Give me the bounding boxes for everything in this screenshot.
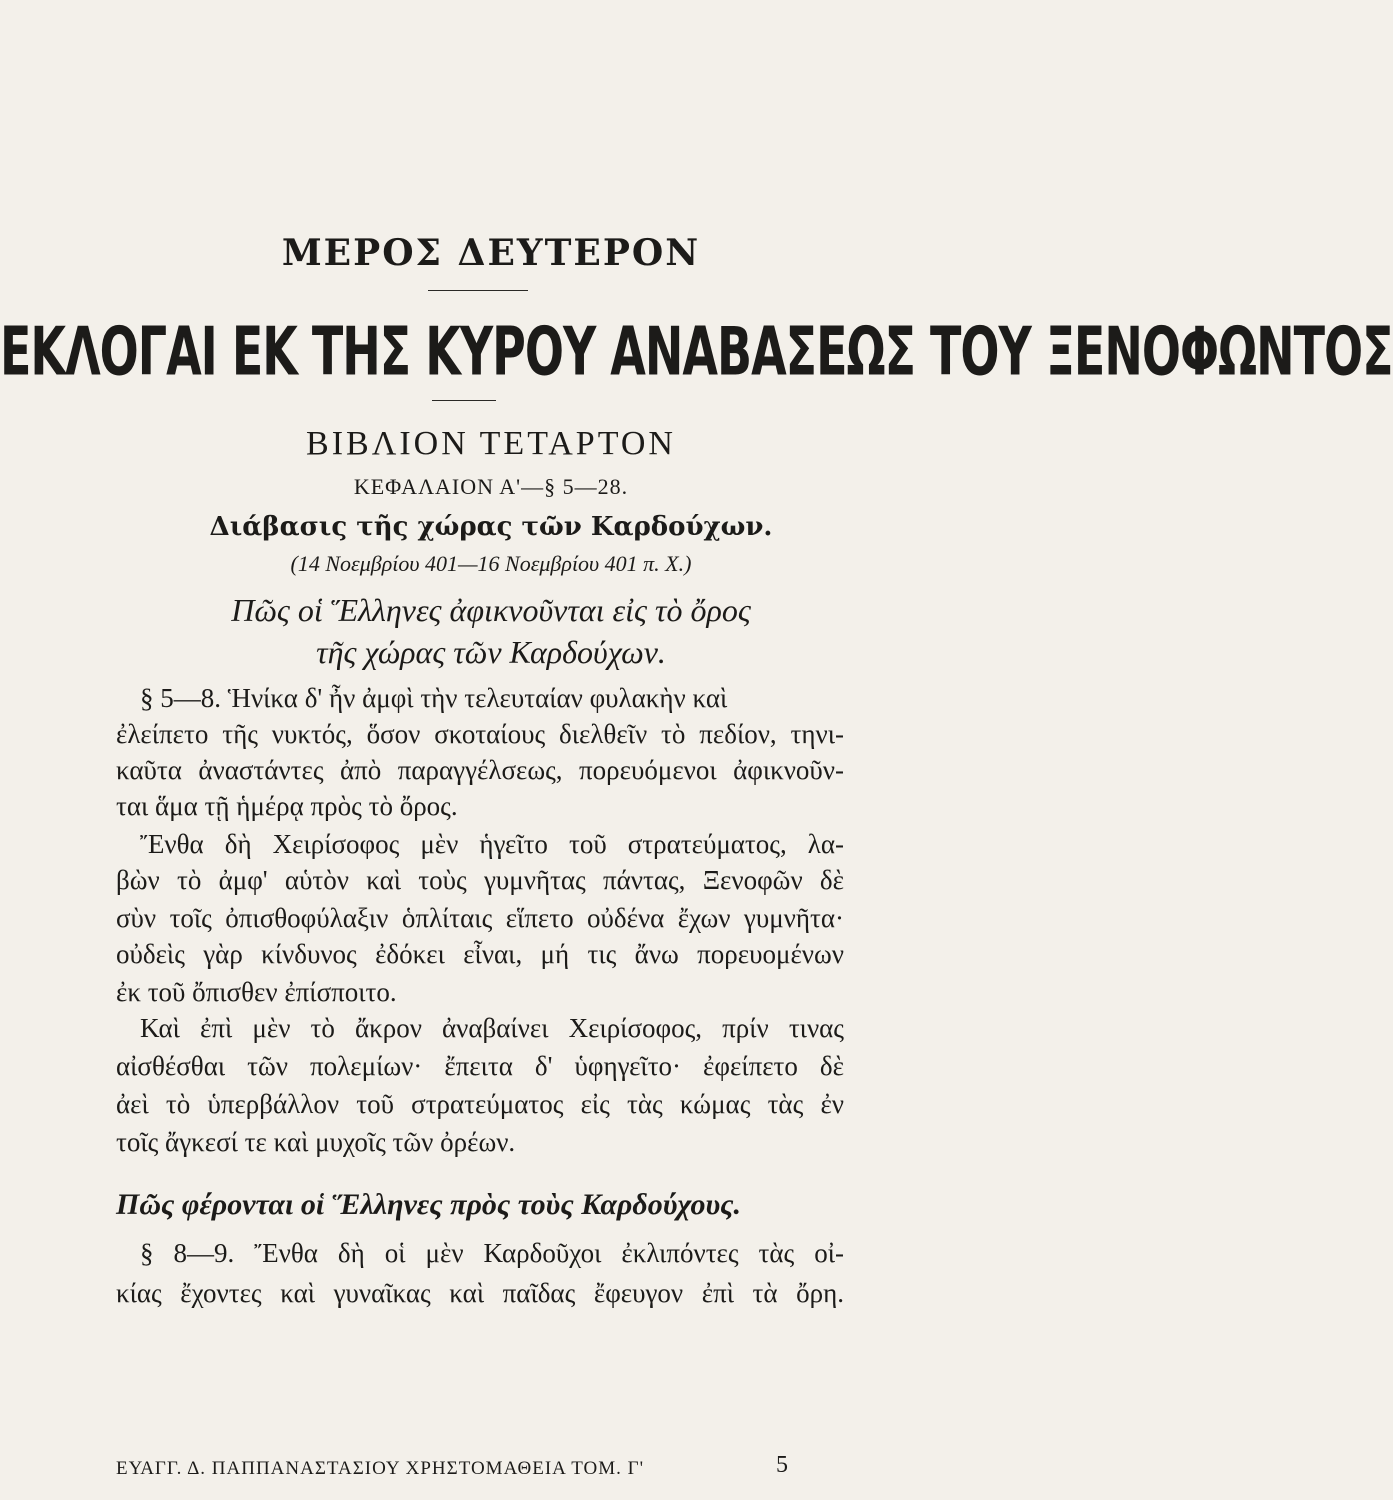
section-heading-line: τῆς χώρας τῶν Καρδούχων. xyxy=(316,634,666,670)
text-line: Καὶ ἐπὶ μὲν τὸ ἄκρον ἀναβαίνει Χειρίσοφος, πρίν τινας xyxy=(140,1013,844,1043)
text-line: βὼν τὸ ἀμφ' αὑτὸν καὶ τοὺς γυμνῆτας πάντας, Ξενοφῶν δὲ xyxy=(116,865,844,895)
part-title: ΜΕΡΟΣ ΔΕΥΤΕΡΟΝ xyxy=(281,232,701,274)
section-heading: Πῶς φέρονται οἱ Ἕλληνες πρὸς τοὺς Καρδούχους. xyxy=(116,1188,742,1221)
text-line: Ἔνθα δὴ Χειρίσοφος μὲν ἡγεῖτο τοῦ στρατεύματος, λα- xyxy=(140,829,844,859)
chapter-reference: ΚΕΦΑΛΑΙΟΝ Α'—§ 5—28. xyxy=(353,474,629,499)
section-heading-line: Πῶς οἱ Ἕλληνες ἀφικνοῦνται εἰς τὸ ὄρος xyxy=(231,592,751,628)
text-line: τοῖς ἄγκεσί τε καὶ μυχοῖς τῶν ὀρέων. xyxy=(116,1127,516,1157)
chapter-subtitle: Διάβασις τῆς χώρας τῶν Καρδούχων. xyxy=(209,512,773,542)
text-line: σὺν τοῖς ὀπισθοφύλαξιν ὁπλίταις εἵπετο οὐδένα ἔχων γυμνῆτα· xyxy=(116,903,844,933)
text-line: οὐδεὶς γὰρ κίνδυνος ἐδόκει εἶναι, μή τις ἄνω πορευομένων xyxy=(116,939,844,969)
text-line: § 8—9. Ἔνθα δὴ οἱ μὲν Καρδοῦχοι ἐκλιπόντες τὰς οἰ- xyxy=(140,1238,844,1268)
text-line: αἰσθέσθαι τῶν πολεμίων· ἔπειτα δ' ὑφηγεῖτο· ἐφείπετο δὲ xyxy=(116,1051,844,1081)
date-range: (14 Νοεμβρίου 401—16 Νοεμβρίου 401 π. Χ.) xyxy=(290,551,692,576)
footer-signature: ΕΥΑΓΓ. Δ. ΠΑΠΠΑΝΑΣΤΑΣΙΟΥ ΧΡΗΣΤΟΜΑΘΕΙΑ ΤΟΜ. Γ' xyxy=(116,1458,645,1479)
divider-rule xyxy=(428,290,528,291)
divider-rule xyxy=(432,400,496,401)
book-title: ΒΙΒΛΙΟΝ ΤΕΤΑΡΤΟΝ xyxy=(306,425,676,462)
text-line: ἐλείπετο τῆς νυκτός, ὅσον σκοταίους διελθεῖν τὸ πεδίον, τηνι- xyxy=(116,719,844,749)
text-line: § 5—8. Ἡνίκα δ' ἦν ἀμφὶ τὴν τελευταίαν φυλακὴν καὶ xyxy=(140,683,728,713)
page-number: 5 xyxy=(776,1452,788,1478)
text-line: ἀεὶ τὸ ὑπερβάλλον τοῦ στρατεύματος εἰς τὰς κώμας τὰς ἐν xyxy=(116,1089,844,1119)
main-title: ΕΚΛΟΓΑΙ ΕΚ ΤΗΣ ΚΥΡΟΥ ΑΝΑΒΑΣΕΩΣ ΤΟΥ ΞΕΝΟΦΩΝΤΟΣ xyxy=(0,312,1393,391)
text-line: κίας ἔχοντες καὶ γυναῖκας καὶ παῖδας ἔφευγον ἐπὶ τὰ ὄρη. xyxy=(116,1278,844,1308)
text-line: ἐκ τοῦ ὄπισθεν ἐπίσποιτο. xyxy=(116,977,397,1007)
text-line: ται ἅμα τῇ ἡμέρᾳ πρὸς τὸ ὄρος. xyxy=(116,791,458,821)
text-line: καῦτα ἀναστάντες ἀπὸ παραγγέλσεως, πορευόμενοι ἀφικνοῦν- xyxy=(116,755,844,785)
